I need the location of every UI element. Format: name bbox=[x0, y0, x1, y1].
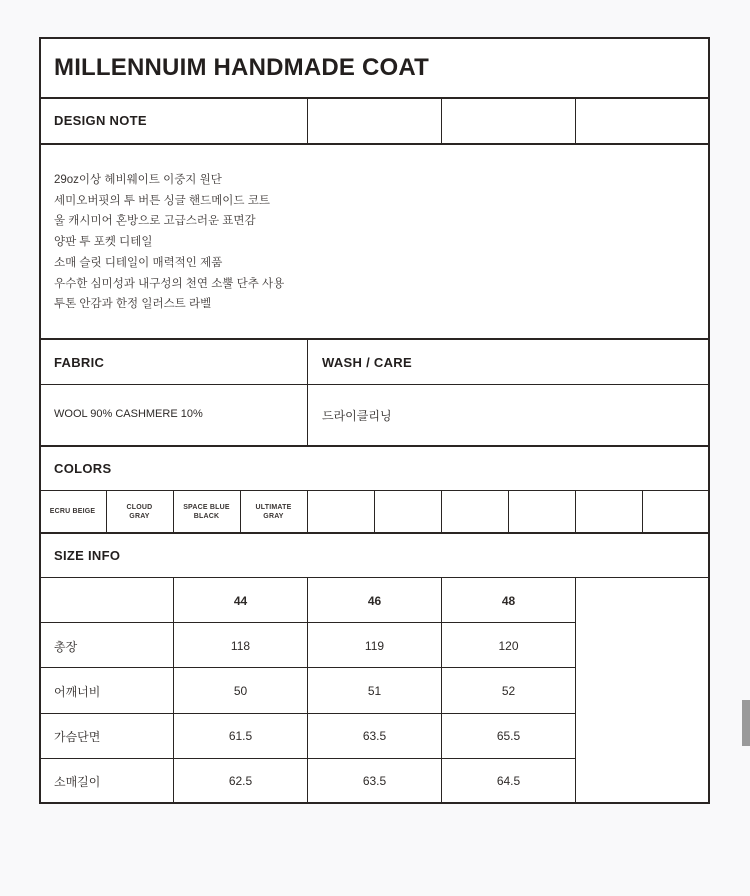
divider bbox=[575, 577, 576, 803]
divider bbox=[39, 622, 576, 623]
color-name: BLACK bbox=[193, 513, 220, 520]
size-value: 63.5 bbox=[362, 729, 387, 743]
divider bbox=[39, 532, 710, 534]
size-header: 44 bbox=[233, 594, 248, 608]
divider bbox=[307, 338, 308, 445]
divider bbox=[307, 490, 308, 532]
divider bbox=[39, 713, 576, 714]
divider bbox=[575, 97, 576, 143]
color-ecru-beige bbox=[39, 507, 106, 516]
size-header: 48 bbox=[501, 594, 516, 608]
size-value: 118 bbox=[230, 639, 251, 653]
size-value: 120 bbox=[498, 639, 519, 653]
design-note-line: 우수한 심미성과 내구성의 천연 소뿔 단추 사용 bbox=[54, 278, 285, 290]
wash-care-heading: WASH / CARE bbox=[322, 355, 412, 370]
size-spec-sheet bbox=[39, 37, 710, 804]
size-value: 65.5 bbox=[496, 729, 521, 743]
size-value: 61.5 bbox=[228, 729, 253, 743]
color-ultimate-gray bbox=[240, 503, 307, 521]
size-header: 46 bbox=[367, 594, 382, 608]
size-value: 63.5 bbox=[362, 774, 387, 788]
size-value: 62.5 bbox=[228, 774, 253, 788]
divider bbox=[39, 445, 710, 447]
color-cloud-gray bbox=[106, 503, 173, 521]
design-note-line: 투톤 안감과 한정 일러스트 라벨 bbox=[54, 298, 212, 310]
design-note-line: 양판 투 포켓 디테일 bbox=[54, 236, 153, 248]
divider bbox=[575, 490, 576, 532]
divider bbox=[39, 758, 576, 759]
size-row-label: 가슴단면 bbox=[54, 730, 101, 744]
size-info-heading: SIZE INFO bbox=[54, 548, 121, 563]
divider bbox=[39, 97, 710, 99]
size-value: 52 bbox=[501, 684, 516, 698]
size-value: 50 bbox=[233, 684, 248, 698]
border-bottom bbox=[39, 802, 710, 804]
colors-heading: COLORS bbox=[54, 461, 112, 476]
color-name: ECRU BEIGE bbox=[49, 508, 96, 515]
design-note-line: 29oz이상 헤비웨이트 이중지 원단 bbox=[54, 174, 222, 186]
divider bbox=[642, 490, 643, 532]
product-title: MILLENNUIM HANDMADE COAT bbox=[54, 54, 429, 81]
divider bbox=[39, 667, 576, 668]
fabric-heading: FABRIC bbox=[54, 355, 105, 370]
size-row-label: 총장 bbox=[54, 640, 78, 654]
size-row-label: 어깨너비 bbox=[54, 685, 101, 699]
fabric-value: WOOL 90% CASHMERE 10% bbox=[54, 408, 203, 420]
wash-care-value: 드라이클리닝 bbox=[322, 409, 392, 423]
design-note-line: 세미오버핏의 투 버튼 싱글 핸드메이드 코트 bbox=[54, 195, 270, 207]
divider bbox=[39, 384, 710, 385]
size-value: 64.5 bbox=[496, 774, 521, 788]
design-note-line: 울 캐시미어 혼방으로 고급스러운 표면감 bbox=[54, 215, 256, 227]
color-name: GRAY bbox=[263, 513, 284, 520]
color-space-blue-black bbox=[173, 503, 240, 521]
divider bbox=[374, 490, 375, 532]
color-name: SPACE BLUE bbox=[183, 504, 230, 511]
divider bbox=[508, 490, 509, 532]
border-top bbox=[39, 37, 710, 39]
divider bbox=[441, 97, 442, 143]
divider bbox=[39, 577, 710, 578]
border-right bbox=[708, 37, 710, 804]
color-name: ULTIMATE bbox=[255, 504, 292, 511]
design-note-heading: DESIGN NOTE bbox=[54, 113, 147, 128]
divider bbox=[307, 97, 308, 143]
divider bbox=[441, 490, 442, 532]
divider bbox=[39, 143, 710, 145]
size-value: 119 bbox=[364, 639, 385, 653]
border-left bbox=[39, 37, 41, 804]
size-row-label: 소매길이 bbox=[54, 775, 101, 789]
color-name: CLOUD bbox=[126, 504, 153, 511]
divider bbox=[39, 338, 710, 340]
size-value: 51 bbox=[367, 684, 382, 698]
scrollbar-thumb[interactable] bbox=[742, 700, 750, 746]
design-note-line: 소매 슬릿 디테일이 매력적인 제품 bbox=[54, 257, 223, 269]
color-name: GRAY bbox=[129, 513, 150, 520]
